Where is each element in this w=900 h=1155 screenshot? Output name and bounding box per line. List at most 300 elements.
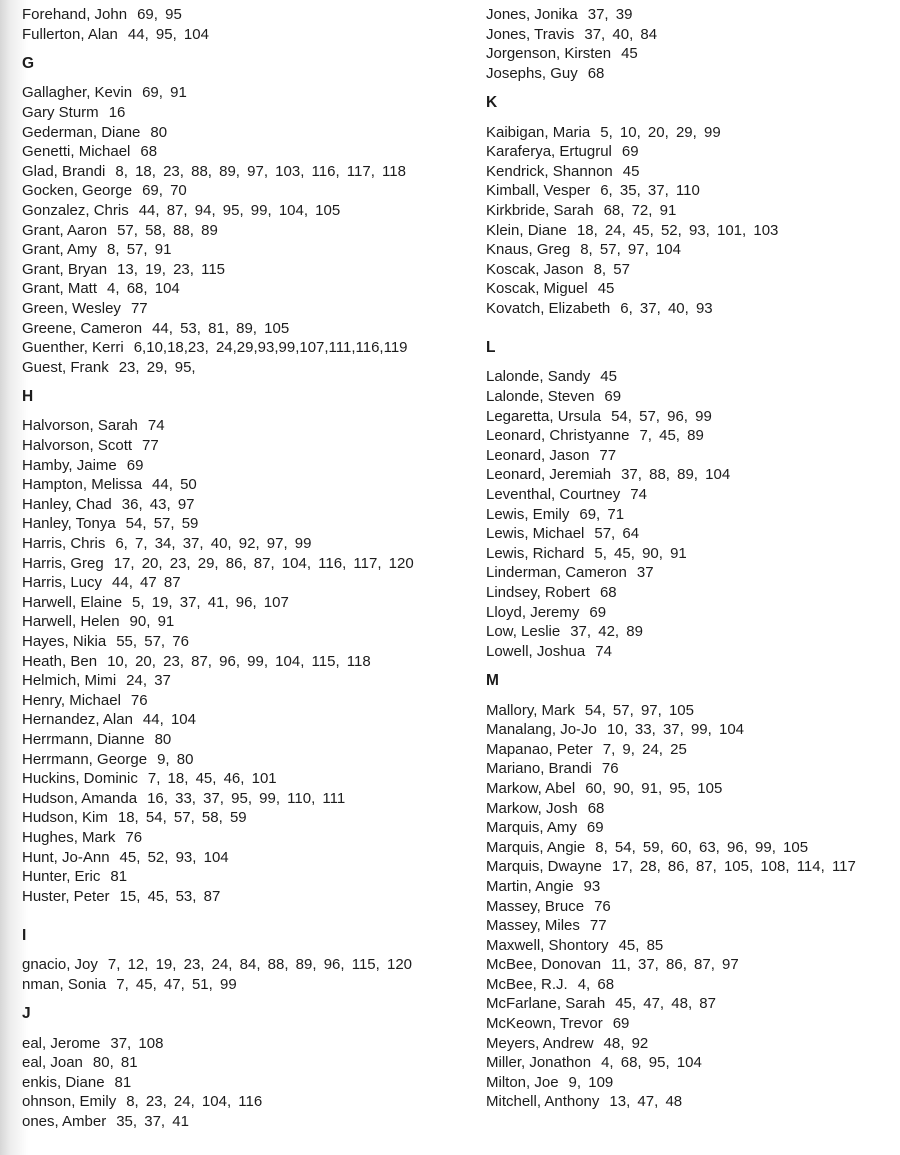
entry-pages: 45, 85 xyxy=(618,936,664,954)
index-entry xyxy=(22,1053,462,1073)
index-entry xyxy=(22,475,462,495)
index-entry xyxy=(486,936,896,956)
entry-pages: 69 xyxy=(589,603,607,621)
entry-pages: 11, 37, 86, 87, 97 xyxy=(611,956,739,974)
index-entry xyxy=(486,1073,896,1093)
index-entry xyxy=(486,201,896,221)
entry-pages: 69, 71 xyxy=(579,505,625,523)
entry-pages: 37 xyxy=(636,564,654,582)
index-entry xyxy=(22,1092,462,1112)
entry-pages: 69 xyxy=(604,388,622,406)
entry-name: Lindsey, Robert xyxy=(486,584,590,602)
index-entry xyxy=(22,338,462,358)
entry-name: Fullerton, Alan xyxy=(22,25,118,43)
index-entry xyxy=(486,799,896,819)
entry-pages: 54, 57, 97, 105 xyxy=(584,701,694,719)
entry-pages: 45 xyxy=(621,45,638,63)
index-entry xyxy=(486,44,896,64)
entry-pages: 44, 47 87 xyxy=(112,574,181,592)
entry-pages: 37, 42, 89 xyxy=(570,623,643,641)
entry-pages: 7, 12, 19, 23, 24, 84, 88, 89, 96, 115, 120 xyxy=(107,956,412,974)
entry-name: Leonard, Christyanne xyxy=(486,427,630,445)
entry-pages: 8, 23, 24, 104, 116 xyxy=(126,1093,263,1111)
entry-name: Milton, Joe xyxy=(486,1073,559,1091)
section-l-entries xyxy=(486,367,896,661)
entry-pages: 9, 80 xyxy=(157,750,194,768)
entry-name: McKeown, Trevor xyxy=(486,1015,603,1033)
entry-pages: 7, 45, 89 xyxy=(639,427,704,445)
index-entry xyxy=(486,818,896,838)
entry-name: Karaferya, Ertugrul xyxy=(486,143,612,161)
entry-name: Hunt, Jo-Ann xyxy=(22,848,110,866)
index-entry xyxy=(22,848,462,868)
index-entry xyxy=(486,1053,896,1073)
entry-pages: 44, 87, 94, 95, 99, 104, 105 xyxy=(138,201,341,219)
index-entry xyxy=(486,1092,896,1112)
entry-pages: 37, 39 xyxy=(587,6,633,23)
entry-name: Harwell, Helen xyxy=(22,613,120,631)
entry-name: Hampton, Melissa xyxy=(22,476,143,494)
entry-name: Gallagher, Kevin xyxy=(22,84,133,102)
entry-name: Herrmann, George xyxy=(22,750,148,768)
index-entry xyxy=(486,701,896,721)
index-entry xyxy=(22,514,462,534)
section-g-entries xyxy=(22,83,462,377)
entry-name: Kovatch, Elizabeth xyxy=(486,299,611,317)
entry-pages: 8, 57 xyxy=(593,260,630,278)
entry-name: Kirkbride, Sarah xyxy=(486,201,594,219)
entry-pages: 18, 54, 57, 58, 59 xyxy=(117,809,247,827)
entry-pages: 7, 18, 45, 46, 101 xyxy=(147,770,277,788)
entry-pages: 69 xyxy=(621,143,639,161)
entry-pages: 5, 19, 37, 41, 96, 107 xyxy=(132,593,289,611)
index-entry xyxy=(486,5,896,25)
entry-pages: 45 xyxy=(597,280,615,298)
index-entry xyxy=(486,897,896,917)
entry-pages: 18, 24, 45, 52, 93, 101, 103 xyxy=(576,221,779,239)
entry-pages: 69 xyxy=(126,456,144,474)
section-j-entries xyxy=(22,1034,462,1132)
index-entry xyxy=(22,867,462,887)
index-entry xyxy=(486,407,896,427)
entry-pages: 23, 29, 95, xyxy=(118,358,196,376)
entry-pages: 54, 57, 59 xyxy=(125,515,199,533)
entry-name: Lloyd, Jeremy xyxy=(486,603,580,621)
entry-pages: 45, 52, 93, 104 xyxy=(119,848,229,866)
entry-pages: 8, 57, 91 xyxy=(107,241,172,259)
index-entry xyxy=(22,750,462,770)
entry-pages: 74 xyxy=(147,417,165,435)
entry-pages: 44, 53, 81, 89, 105 xyxy=(152,319,290,337)
index-entry xyxy=(486,524,896,544)
entry-name: Koscak, Jason xyxy=(486,260,584,278)
entry-pages: 17, 20, 23, 29, 86, 87, 104, 116, 117, 120 xyxy=(113,554,414,572)
entry-name: Jorgenson, Kirsten xyxy=(486,45,612,63)
index-entry xyxy=(486,1034,896,1054)
index-entry xyxy=(486,387,896,407)
entry-name: Josephs, Guy xyxy=(486,64,578,82)
index-entry xyxy=(486,181,896,201)
entry-name: Massey, Miles xyxy=(486,917,580,935)
index-entry xyxy=(486,583,896,603)
index-entry xyxy=(22,573,462,593)
entry-name: Markow, Abel xyxy=(486,779,576,797)
entry-name: ohnson, Emily xyxy=(22,1093,117,1111)
index-entry xyxy=(22,671,462,691)
entry-pages: 7, 45, 47, 51, 99 xyxy=(116,975,237,993)
entry-name: Manalang, Jo-Jo xyxy=(486,721,597,739)
entry-name: McFarlane, Sarah xyxy=(486,995,606,1013)
index-entry xyxy=(486,367,896,387)
entry-name: Grant, Matt xyxy=(22,280,98,298)
index-entry xyxy=(22,534,462,554)
left-continued-entries xyxy=(22,5,462,44)
entry-pages: 5, 45, 90, 91 xyxy=(594,544,687,562)
index-entry xyxy=(486,779,896,799)
entry-name: Marquis, Amy xyxy=(486,819,577,837)
section-h-entries xyxy=(22,416,462,906)
entry-name: Mapanao, Peter xyxy=(486,740,593,758)
entry-pages: 68, 72, 91 xyxy=(603,201,677,219)
entry-pages: 80 xyxy=(154,730,172,748)
index-entry xyxy=(486,260,896,280)
entry-pages: 8, 18, 23, 88, 89, 97, 103, 116, 117, 118 xyxy=(115,162,406,180)
entry-pages: 5, 10, 20, 29, 99 xyxy=(600,123,721,141)
index-entry xyxy=(486,446,896,466)
index-entry xyxy=(22,142,462,162)
index-entry xyxy=(22,436,462,456)
section-letter-m: M xyxy=(486,672,499,690)
entry-name: Hudson, Kim xyxy=(22,809,108,827)
entry-pages: 10, 20, 23, 87, 96, 99, 104, 115, 118 xyxy=(107,652,371,670)
entry-name: Jones, Jonika xyxy=(486,6,578,23)
entry-name: Genetti, Michael xyxy=(22,143,131,161)
index-entry xyxy=(486,123,896,143)
entry-name: Markow, Josh xyxy=(486,799,578,817)
entry-name: Gederman, Diane xyxy=(22,123,141,141)
entry-name: Helmich, Mimi xyxy=(22,672,117,690)
entry-pages: 76 xyxy=(130,691,148,709)
entry-name: Greene, Cameron xyxy=(22,319,143,337)
entry-pages: 69 xyxy=(612,1015,630,1033)
index-entry xyxy=(486,25,896,45)
entry-pages: 37, 108 xyxy=(110,1034,164,1052)
entry-name: Meyers, Andrew xyxy=(486,1034,594,1052)
entry-name: Leonard, Jeremiah xyxy=(486,466,612,484)
index-entry xyxy=(22,416,462,436)
entry-pages: 8, 57, 97, 104 xyxy=(580,241,681,259)
entry-pages: 54, 57, 96, 99 xyxy=(611,407,712,425)
index-entry xyxy=(486,877,896,897)
entry-name: Hamby, Jaime xyxy=(22,456,117,474)
entry-pages: 16, 33, 37, 95, 99, 110, 111 xyxy=(147,789,346,807)
entry-name: Koscak, Miguel xyxy=(486,280,588,298)
index-entry xyxy=(486,994,896,1014)
entry-name: Lewis, Richard xyxy=(486,544,585,562)
index-entry xyxy=(22,123,462,143)
index-entry xyxy=(22,887,462,907)
entry-name: gnacio, Joy xyxy=(22,956,98,974)
index-column-right xyxy=(486,5,896,1112)
entry-pages: 16 xyxy=(108,103,126,121)
index-entry xyxy=(486,426,896,446)
entry-name: Guenther, Kerri xyxy=(22,339,124,357)
index-entry xyxy=(22,612,462,632)
entry-name: Forehand, John xyxy=(22,6,128,23)
index-entry xyxy=(22,554,462,574)
entry-name: Kendrick, Shannon xyxy=(486,162,613,180)
entry-pages: 44, 50 xyxy=(152,476,197,494)
index-entry xyxy=(22,710,462,730)
entry-pages: 6, 35, 37, 110 xyxy=(600,182,700,200)
index-entry xyxy=(22,1112,462,1132)
section-letter-h: H xyxy=(22,388,34,406)
entry-name: Miller, Jonathon xyxy=(486,1054,592,1072)
index-entry xyxy=(486,642,896,662)
entry-name: Hanley, Chad xyxy=(22,495,112,513)
index-entry xyxy=(486,740,896,760)
entry-pages: 24, 37 xyxy=(126,672,171,690)
entry-pages: 6, 7, 34, 37, 40, 92, 97, 99 xyxy=(115,535,312,553)
entry-name: Halvorson, Scott xyxy=(22,437,133,455)
entry-name: Maxwell, Shontory xyxy=(486,936,609,954)
index-entry xyxy=(22,221,462,241)
index-entry xyxy=(486,916,896,936)
entry-name: Massey, Bruce xyxy=(486,897,585,915)
index-column-left xyxy=(22,5,462,1132)
entry-name: Grant, Bryan xyxy=(22,260,108,278)
index-entry xyxy=(486,485,896,505)
index-entry xyxy=(22,1073,462,1093)
entry-name: Grant, Aaron xyxy=(22,221,108,239)
entry-name: Guest, Frank xyxy=(22,358,109,376)
entry-name: Kimball, Vesper xyxy=(486,182,591,200)
index-entry xyxy=(486,720,896,740)
entry-pages: 76 xyxy=(125,828,143,846)
entry-pages: 44, 104 xyxy=(142,711,196,729)
entry-pages: 77 xyxy=(589,917,607,935)
index-entry xyxy=(22,975,462,995)
index-entry xyxy=(486,563,896,583)
entry-pages: 44, 95, 104 xyxy=(127,25,209,43)
entry-pages: 77 xyxy=(130,299,148,317)
index-entry xyxy=(486,544,896,564)
entry-pages: 74 xyxy=(630,486,647,504)
index-entry xyxy=(486,240,896,260)
entry-name: Leventhal, Courtney xyxy=(486,486,621,504)
index-entry xyxy=(22,691,462,711)
index-entry xyxy=(22,789,462,809)
entry-pages: 45 xyxy=(600,368,617,386)
index-entry xyxy=(22,103,462,123)
entry-pages: 69, 70 xyxy=(142,182,187,200)
section-letter-j: J xyxy=(22,1005,31,1023)
section-letter-i: I xyxy=(22,926,27,944)
index-entry xyxy=(486,955,896,975)
entry-name: Henry, Michael xyxy=(22,691,121,709)
entry-name: Hunter, Eric xyxy=(22,868,101,886)
entry-pages: 35, 37, 41 xyxy=(116,1113,189,1131)
entry-name: Hernandez, Alan xyxy=(22,711,133,729)
entry-pages: 69, 95 xyxy=(137,6,182,23)
entry-pages: 37, 40, 84 xyxy=(584,25,658,43)
entry-name: Glad, Brandi xyxy=(22,162,106,180)
entry-name: Mallory, Mark xyxy=(486,701,575,719)
entry-name: Gary Sturm xyxy=(22,103,99,121)
entry-name: Hughes, Mark xyxy=(22,828,116,846)
entry-name: Lowell, Joshua xyxy=(486,642,586,660)
entry-pages: 6, 37, 40, 93 xyxy=(620,299,713,317)
entry-name: Harris, Greg xyxy=(22,554,104,572)
entry-name: Huster, Peter xyxy=(22,887,110,905)
entry-pages: 90, 91 xyxy=(129,613,175,631)
section-letter-l: L xyxy=(486,339,496,357)
entry-name: Herrmann, Dianne xyxy=(22,730,145,748)
index-entry xyxy=(22,260,462,280)
entry-name: Knaus, Greg xyxy=(486,241,571,259)
entry-name: Harris, Chris xyxy=(22,535,106,553)
entry-pages: 77 xyxy=(599,446,617,464)
entry-pages: 8, 54, 59, 60, 63, 96, 99, 105 xyxy=(595,838,809,856)
index-entry xyxy=(22,955,462,975)
index-entry xyxy=(22,279,462,299)
index-entry xyxy=(486,975,896,995)
index-entry xyxy=(486,64,896,84)
index-entry xyxy=(486,162,896,182)
entry-pages: 68 xyxy=(140,143,158,161)
entry-name: Martin, Angie xyxy=(486,877,574,895)
entry-name: Harris, Lucy xyxy=(22,574,103,592)
index-entry xyxy=(486,759,896,779)
section-letter-k: K xyxy=(486,94,498,112)
section-m-entries xyxy=(486,701,896,1112)
entry-pages: 81 xyxy=(114,1073,132,1091)
entry-pages: 76 xyxy=(594,897,611,915)
entry-pages: 17, 28, 86, 87, 105, 108, 114, 117 xyxy=(611,858,856,876)
entry-name: Mariano, Brandi xyxy=(486,760,592,778)
entry-name: Low, Leslie xyxy=(486,623,561,641)
entry-pages: 55, 57, 76 xyxy=(116,633,189,650)
entry-pages: 37, 88, 89, 104 xyxy=(621,466,731,484)
entry-pages: 48, 92 xyxy=(603,1034,649,1052)
entry-pages: 45 xyxy=(622,162,640,180)
entry-name: Halvorson, Sarah xyxy=(22,417,138,435)
entry-name: Heath, Ben xyxy=(22,652,98,670)
index-entry xyxy=(486,221,896,241)
index-entry xyxy=(486,622,896,642)
entry-name: Jones, Travis xyxy=(486,25,575,43)
index-entry xyxy=(486,142,896,162)
entry-pages: 80 xyxy=(150,123,168,141)
entry-pages: 9, 109 xyxy=(568,1073,614,1091)
section-letter-g: G xyxy=(22,54,35,72)
entry-pages: 10, 33, 37, 99, 104 xyxy=(606,721,745,739)
entry-name: Kaibigan, Maria xyxy=(486,123,591,141)
index-entry xyxy=(22,299,462,319)
entry-name: Gocken, George xyxy=(22,182,133,200)
entry-name: Hanley, Tonya xyxy=(22,515,116,533)
entry-pages: 57, 58, 88, 89 xyxy=(117,221,218,239)
entry-pages: 69 xyxy=(586,819,604,837)
index-entry xyxy=(486,279,896,299)
entry-name: ones, Amber xyxy=(22,1113,107,1131)
entry-name: Leonard, Jason xyxy=(486,446,590,464)
entry-pages: 68 xyxy=(599,584,617,602)
index-entry xyxy=(22,358,462,378)
index-entry xyxy=(22,25,462,45)
index-entry xyxy=(22,808,462,828)
entry-pages: 60, 90, 91, 95, 105 xyxy=(585,779,723,797)
entry-pages: 77 xyxy=(142,437,159,455)
entry-name: Gonzalez, Chris xyxy=(22,201,129,219)
entry-name: Harwell, Elaine xyxy=(22,593,123,611)
entry-name: Linderman, Cameron xyxy=(486,564,627,582)
entry-pages: 81 xyxy=(110,868,128,886)
index-entry xyxy=(486,1014,896,1034)
index-entry xyxy=(22,1034,462,1054)
index-entry xyxy=(22,769,462,789)
entry-pages: 7, 9, 24, 25 xyxy=(602,740,687,758)
entry-name: eal, Jerome xyxy=(22,1034,101,1052)
index-entry xyxy=(486,299,896,319)
entry-pages: 68 xyxy=(587,799,605,817)
entry-name: Marquis, Dwayne xyxy=(486,858,602,876)
index-entry xyxy=(22,201,462,221)
index-entry xyxy=(486,465,896,485)
entry-name: Marquis, Angie xyxy=(486,838,586,856)
entry-pages: 80, 81 xyxy=(92,1054,138,1072)
entry-name: Lalonde, Steven xyxy=(486,388,595,406)
entry-pages: 36, 43, 97 xyxy=(121,495,195,513)
index-entry xyxy=(22,828,462,848)
entry-pages: 69, 91 xyxy=(142,84,187,102)
index-entry xyxy=(22,240,462,260)
entry-name: Mitchell, Anthony xyxy=(486,1093,600,1111)
entry-name: Lewis, Michael xyxy=(486,525,585,543)
section-k-entries xyxy=(486,123,896,319)
index-entry xyxy=(22,495,462,515)
entry-pages: 6,10,18,23, 24,29,93,99,107,111,116,119 xyxy=(133,339,408,357)
entry-name: McBee, Donovan xyxy=(486,956,602,974)
entry-name: Grant, Amy xyxy=(22,241,98,259)
entry-pages: 93 xyxy=(583,877,601,895)
index-entry xyxy=(22,593,462,613)
index-entry xyxy=(486,857,896,877)
entry-pages: 4, 68, 104 xyxy=(107,280,180,298)
entry-name: Lewis, Emily xyxy=(486,505,570,523)
entry-name: Huckins, Dominic xyxy=(22,770,138,788)
entry-name: Green, Wesley xyxy=(22,299,121,317)
entry-pages: 45, 47, 48, 87 xyxy=(615,995,716,1013)
index-entry xyxy=(22,730,462,750)
section-i-entries xyxy=(22,955,462,994)
index-entry xyxy=(22,319,462,339)
index-entry xyxy=(22,456,462,476)
right-continued-entries xyxy=(486,5,896,83)
entry-pages: 74 xyxy=(595,642,612,660)
index-entry xyxy=(22,632,462,652)
entry-name: Legaretta, Ursula xyxy=(486,407,602,425)
index-entry xyxy=(22,652,462,672)
entry-name: nman, Sonia xyxy=(22,975,107,993)
entry-pages: 4, 68 xyxy=(577,975,615,993)
entry-name: Klein, Diane xyxy=(486,221,567,239)
entry-pages: 68 xyxy=(587,64,605,82)
index-entry xyxy=(486,838,896,858)
entry-pages: 13, 19, 23, 115 xyxy=(117,260,226,278)
entry-name: enkis, Diane xyxy=(22,1073,105,1091)
entry-name: Lalonde, Sandy xyxy=(486,368,591,386)
